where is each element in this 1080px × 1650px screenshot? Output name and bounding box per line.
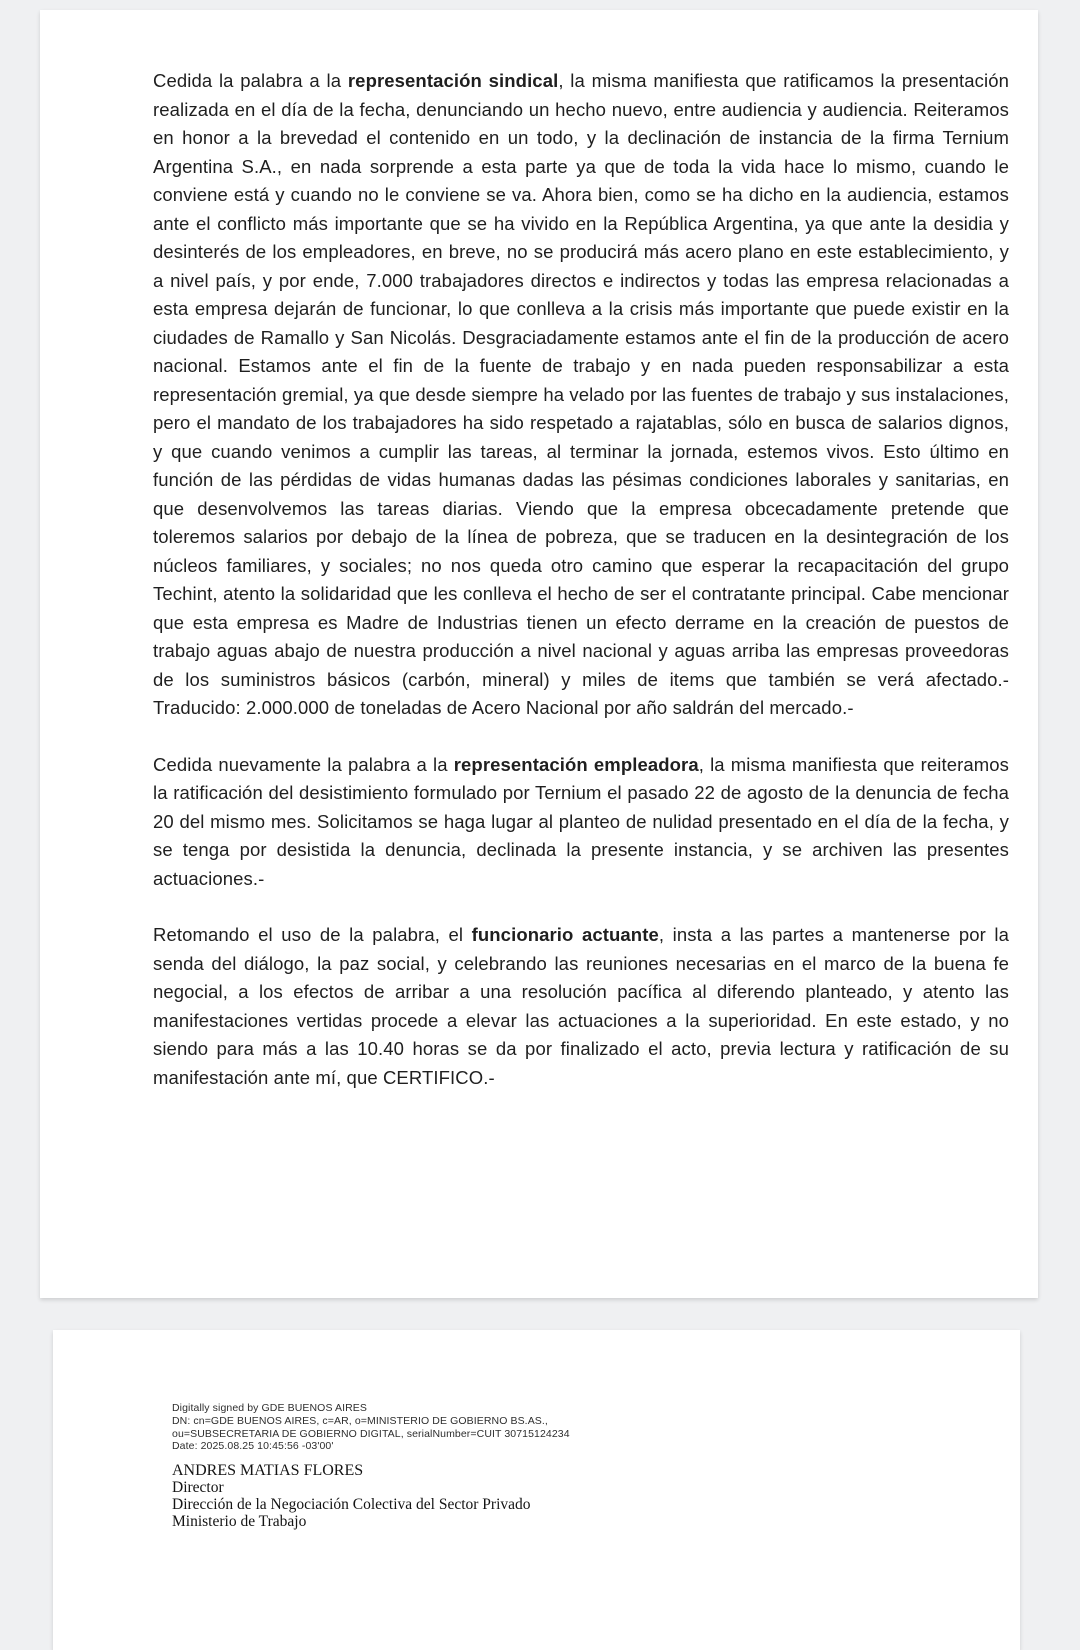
signatory-department: Dirección de la Negociación Colectiva del Sector Privado bbox=[172, 1496, 531, 1514]
paragraph-union-statement: Cedida la palabra a la representación sindical, la misma manifiesta que ratificamos la presentación realizada en el día de la fecha, denunciando un hecho nuevo, entre audiencia y audiencia. Reiteramos en honor a la brevedad el contenido en un todo, y la declinación de instancia de la firma Ternium Argentina S.A., en nada sorprende a esta parte ya que de toda la vida hace lo mismo, cuando le conviene está y cuando no le conviene se va. Ahora bien, como se ha dicho en la audiencia, estamos ante el conflicto más importante que se ha vivido en la República Argentina, ya que ante la desidia y desinterés de los empleadores, en breve, no se producirá más acero plano en este establecimiento, y a nivel país, y por ende, 7.000 trabajadores directos e indirectos y todas las empresa relacionadas a esta empresa dejarán de funcionar, lo que conlleva a la crisis más importante que puede existir en la ciudades de Ramallo y San Nicolás. Desgraciadamente estamos ante el fin de la producción de acero nacional. Estamos ante el fin de la fuente de trabajo y en nada pueden responsabilizar a esta representación gremial, ya que desde siempre ha velado por las fuentes de trabajo y sus instalaciones, pero el mandato de los trabajadores ha sido respetado a rajatablas, sólo en busca de salarios dignos, y que cuando venimos a cumplir las tareas, al terminar la jornada, estemos vivos. Esto último en función de las pérdidas de vidas humanas dadas las pésimas condiciones laborales y sanitarias, en que desenvolvemos las tareas diarias. Viendo que la empresa obcecadamente pretende que toleremos salarios por debajo de la línea de pobreza, que se traducen en la desintegración de los núcleos familiares, y sociales; no nos queda otro camino que esperar la recapacitación del grupo Techint, atento la solidaridad que les conlleva el hecho de ser el contratante principal. Cabe mencionar que esta empresa es Madre de Industrias tienen un efecto derrame en la creación de puestos de trabajo aguas abajo de nuestra producción a nivel nacional y aguas arriba las empresas proveedoras de los suministros básicos (carbón, mineral) y miles de items que también se verá afectado.- Traducido: 2.000.000 de toneladas de Acero Nacional por año saldrán del mercado.- bbox=[153, 70, 1009, 718]
signatory-organization: Ministerio de Trabajo bbox=[172, 1513, 307, 1531]
digital-signature-details bbox=[172, 1402, 980, 1453]
paragraph-official-statement: Retomando el uso de la palabra, el funcionario actuante, insta a las partes a mantenerse por la senda del diálogo, la paz social, y celebrando las reuniones necesarias en el marco de la buena fe negocial, a los efectos de arribar a una resolución pacífica al diferendo planteado, y atento las manifestaciones vertidas procede a elevar las actuaciones a la superioridad. En este estado, y no siendo para más a las 10.40 horas se da por finalizado el acto, previa lectura y ratificación de su manifestación ante mí, que CERTIFICO.- bbox=[153, 924, 1009, 1088]
signature-dn-line: DN: cn=GDE BUENOS AIRES, c=AR, o=MINISTERIO DE GOBIERNO BS.AS., bbox=[172, 1414, 548, 1427]
signatory-name: ANDRES MATIAS FLORES bbox=[172, 1462, 364, 1480]
signature-ou-line: ou=SUBSECRETARIA DE GOBIERNO DIGITAL, serialNumber=CUIT 30715124234 bbox=[172, 1427, 570, 1440]
paragraph-employer-statement: Cedida nuevamente la palabra a la representación empleadora, la misma manifiesta que reiteramos la ratificación del desistimiento formulado por Ternium el pasado 22 de agosto de la denuncia de fecha 20 del mismo mes. Solicitamos se haga lugar al planteo de nulidad presentado en el día de la fecha, y se tenga por desistida la denuncia, declinada la presente instancia, y se archiven las presentes actuaciones.- bbox=[153, 753, 1009, 889]
document-page-1 bbox=[40, 10, 1038, 1298]
signatory-block bbox=[172, 1462, 980, 1530]
signature-date-line: Date: 2025.08.25 10:45:56 -03'00' bbox=[172, 1440, 334, 1453]
document-page-2 bbox=[53, 1330, 1020, 1650]
signatory-role: Director bbox=[172, 1479, 224, 1497]
signature-digitally-signed-line: Digitally signed by GDE BUENOS AIRES bbox=[172, 1402, 368, 1414]
document-text-block bbox=[153, 67, 1009, 1092]
